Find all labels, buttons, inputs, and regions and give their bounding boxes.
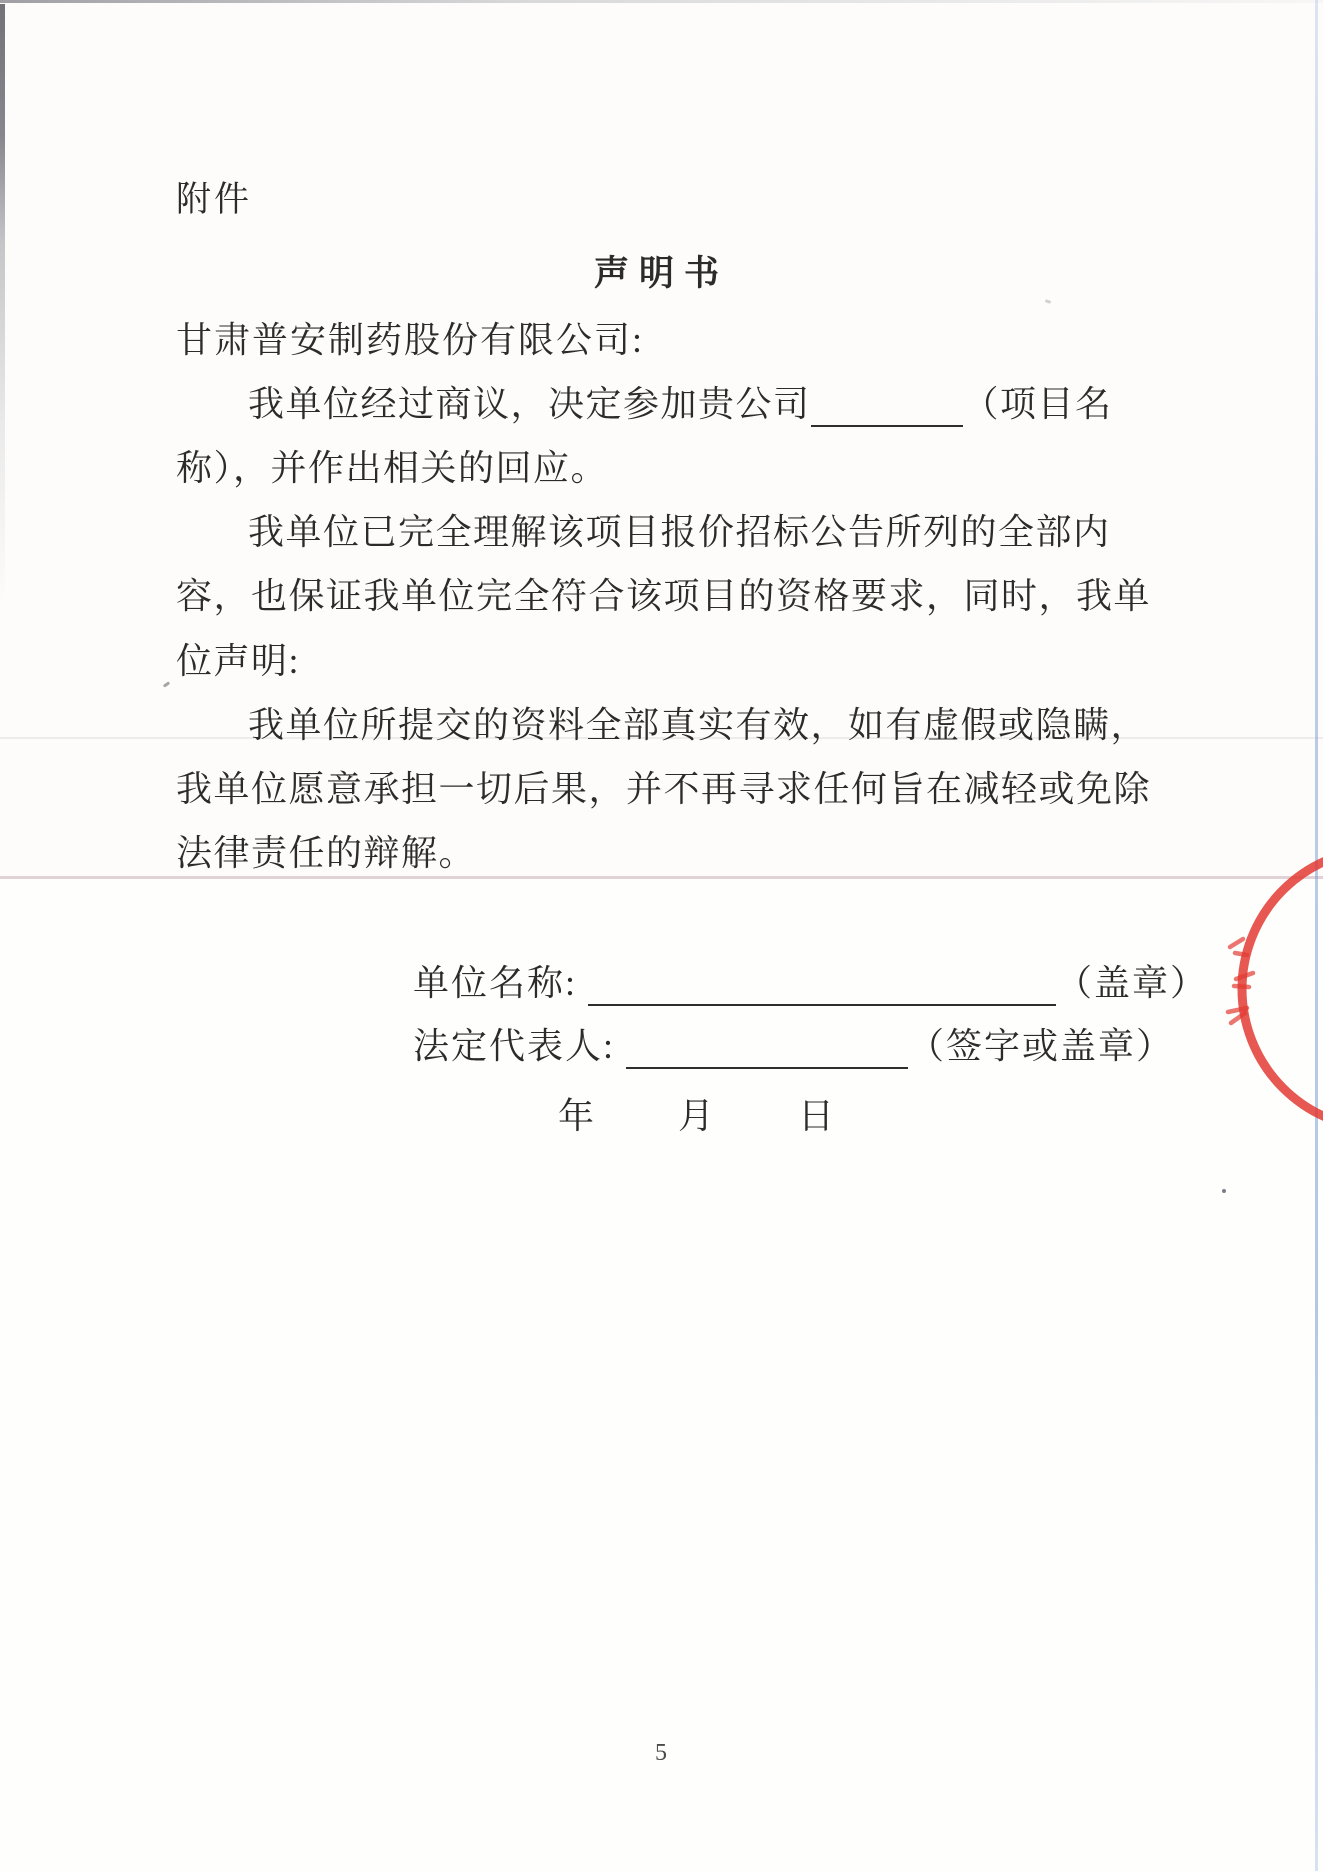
- legal-representative-row: [413, 1018, 1174, 1069]
- company-name-blank-underline: [588, 968, 1056, 1006]
- body-line: 我单位愿意承担一切后果，并不再寻求任何旨在减轻或免除: [176, 769, 1152, 809]
- company-name-row: [413, 955, 1208, 1006]
- scan-seam-line: [0, 876, 1323, 879]
- document-title: 声明书: [593, 254, 729, 293]
- body-line: 我单位已完全理解该项目报价招标公告所列的全部内: [248, 512, 1111, 552]
- body-line: 我单位所提交的资料全部真实有效，如有虚假或隐瞒，: [248, 705, 1149, 745]
- legal-representative-label: 法定代表人:: [413, 1026, 616, 1066]
- attachment-label: 附件: [176, 180, 253, 219]
- scan-speck: [163, 681, 170, 687]
- page-number: 5: [655, 1740, 668, 1766]
- body-line: 容，也保证我单位完全符合该项目的资格要求，同时，我单: [176, 576, 1152, 616]
- date-day-label: 日: [798, 1096, 835, 1136]
- salutation-line: 甘肃普安制药股份有限公司:: [176, 320, 645, 360]
- body-line: 法律责任的辩解。: [176, 833, 477, 873]
- body-line: [248, 376, 1113, 427]
- red-seal-stamp-icon: [1210, 852, 1323, 1142]
- body-line-tail: （项目名: [962, 384, 1113, 424]
- representative-blank-underline: [626, 1031, 908, 1069]
- body-line-text: 我单位经过商议，决定参加贵公司: [248, 384, 811, 424]
- scan-speck: [1222, 1189, 1226, 1193]
- representative-sign-hint: （签字或盖章）: [908, 1026, 1175, 1066]
- company-seal-hint: （盖章）: [1056, 963, 1209, 1003]
- date-line: [558, 1088, 834, 1139]
- scan-left-edge-artifact: [0, 4, 5, 604]
- company-name-label: 单位名称:: [413, 963, 578, 1003]
- scan-top-edge-artifact: [0, 0, 1323, 3]
- date-month-label: 月: [678, 1096, 715, 1136]
- project-name-blank-underline: [811, 389, 963, 427]
- scan-speck: [1045, 299, 1052, 304]
- body-line: 称），并作出相关的回应。: [176, 448, 609, 488]
- date-year-label: 年: [558, 1096, 595, 1136]
- body-line: 位声明:: [176, 641, 301, 681]
